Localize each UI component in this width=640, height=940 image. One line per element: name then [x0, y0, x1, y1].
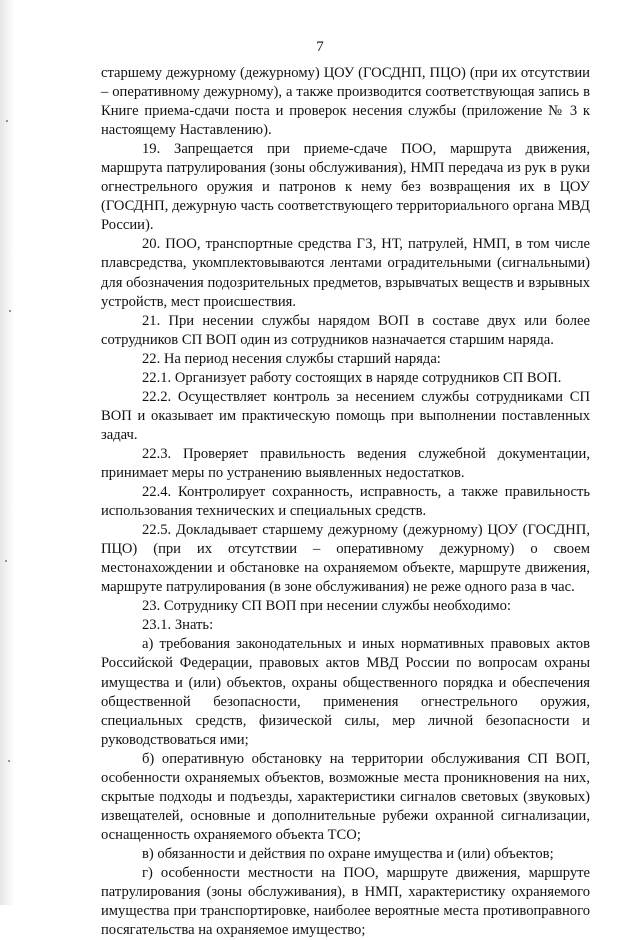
paragraph-item-22-3: 22.3. Проверяет правильность ведения служебной документации, принимает меры по устранению выявленных недостатков. [101, 445, 590, 481]
paragraph-subitem-v: в) обязанности и действия по охране имущества и (или) объектов; [142, 845, 554, 862]
paragraph-item-22-4: 22.4. Контролирует сохранность, исправность, а также правильность использования технических и специальных средств. [101, 484, 590, 520]
paragraph-continuation: старшему дежурному (дежурному) ЦОУ (ГОСДНП, ПЦО) (при их отсутствии – оперативному дежурному), а также производится соответствующая запись в Книге приема-сдачи поста и проверок несения службы (приложение № 3 к настоящему Наставлению). [101, 65, 590, 139]
paragraph-item-21: 21. При несении службы нарядом ВОП в составе двух или более сотрудников СП ВОП один из сотрудников назначается старшим наряда. [101, 312, 590, 348]
scan-speck [6, 120, 8, 122]
paragraph-item-23: 23. Сотруднику СП ВОП при несении службы необходимо: [142, 598, 511, 615]
scan-speck [8, 760, 10, 762]
scan-speck [9, 310, 11, 312]
scan-speck [5, 560, 7, 562]
paragraph-item-23-1: 23.1. Знать: [142, 617, 214, 634]
paragraph-item-22-2: 22.2. Осуществляет контроль за несением службы сотрудниками СП ВОП и оказывает им практическую помощь при выполнении поставленных задач. [101, 388, 590, 443]
paragraph-item-20: 20. ПОО, транспортные средства ГЗ, НТ, патрулей, НМП, в том числе плавсредства, укомплектовываются лентами оградительными (сигнальными) для обозначения подозрительных предметов, взрывчатых веществ и взрывных устройств, мест происшествия. [101, 236, 590, 310]
paragraph-item-22: 22. На период несения службы старший наряда: [142, 350, 441, 367]
document-body [101, 64, 590, 940]
paragraph-item-22-1: 22.1. Организует работу состоящих в наряде сотрудников СП ВОП. [142, 369, 562, 386]
paragraph-subitem-g: г) особенности местности на ПОО, маршруте движения, маршруте патрулирования (зоны обслуживания), в НМП, характеристику охраняемого имущества при транспортировке, наиболее вероятные места противоправного посягательства на охраняемое имущество; [101, 864, 590, 939]
paragraph-item-19: 19. Запрещается при приеме-сдаче ПОО, маршрута движения, маршрута патрулирования (зоны обслуживания), НМП передача из рук в руки огнестрельного оружия и патронов к нему без возвращения их в ЦОУ (ГОСДНП, дежурную часть соответствующего территориального органа МВД России). [101, 141, 590, 234]
paragraph-subitem-a: а) требования законодательных и иных нормативных правовых актов Российской Федерации, правовых актов МВД России по вопросам охраны имущества и (или) объектов, охраны общественного порядка и обеспечения общественной безопасности, применения огнестрельного оружия, специальных средств, физической силы, мер личной безопасности и руководствоваться ими; [101, 636, 590, 748]
scan-edge-shadow [0, 0, 14, 905]
paragraph-subitem-b: б) оперативную обстановку на территории обслуживания СП ВОП, особенности охраняемых объектов, возможные места проникновения на них, скрытые подходы и подъезды, характеристики сигналов световых (звуковых) извещателей, основные и дополнительные рубежи охранной сигнализации, оснащенность охраняемого объекта ТСО; [101, 750, 590, 843]
paragraph-item-22-5: 22.5. Докладывает старшему дежурному (дежурному) ЦОУ (ГОСДНП, ПЦО) (при их отсутствии – оперативному дежурному) о своем местонахождении и обстановке на охраняемом объекте, маршруте движения, маршруте патрулирования (в зоне обслуживания) не реже одного раза в час. [101, 522, 590, 596]
page-number: 7 [316, 39, 324, 55]
